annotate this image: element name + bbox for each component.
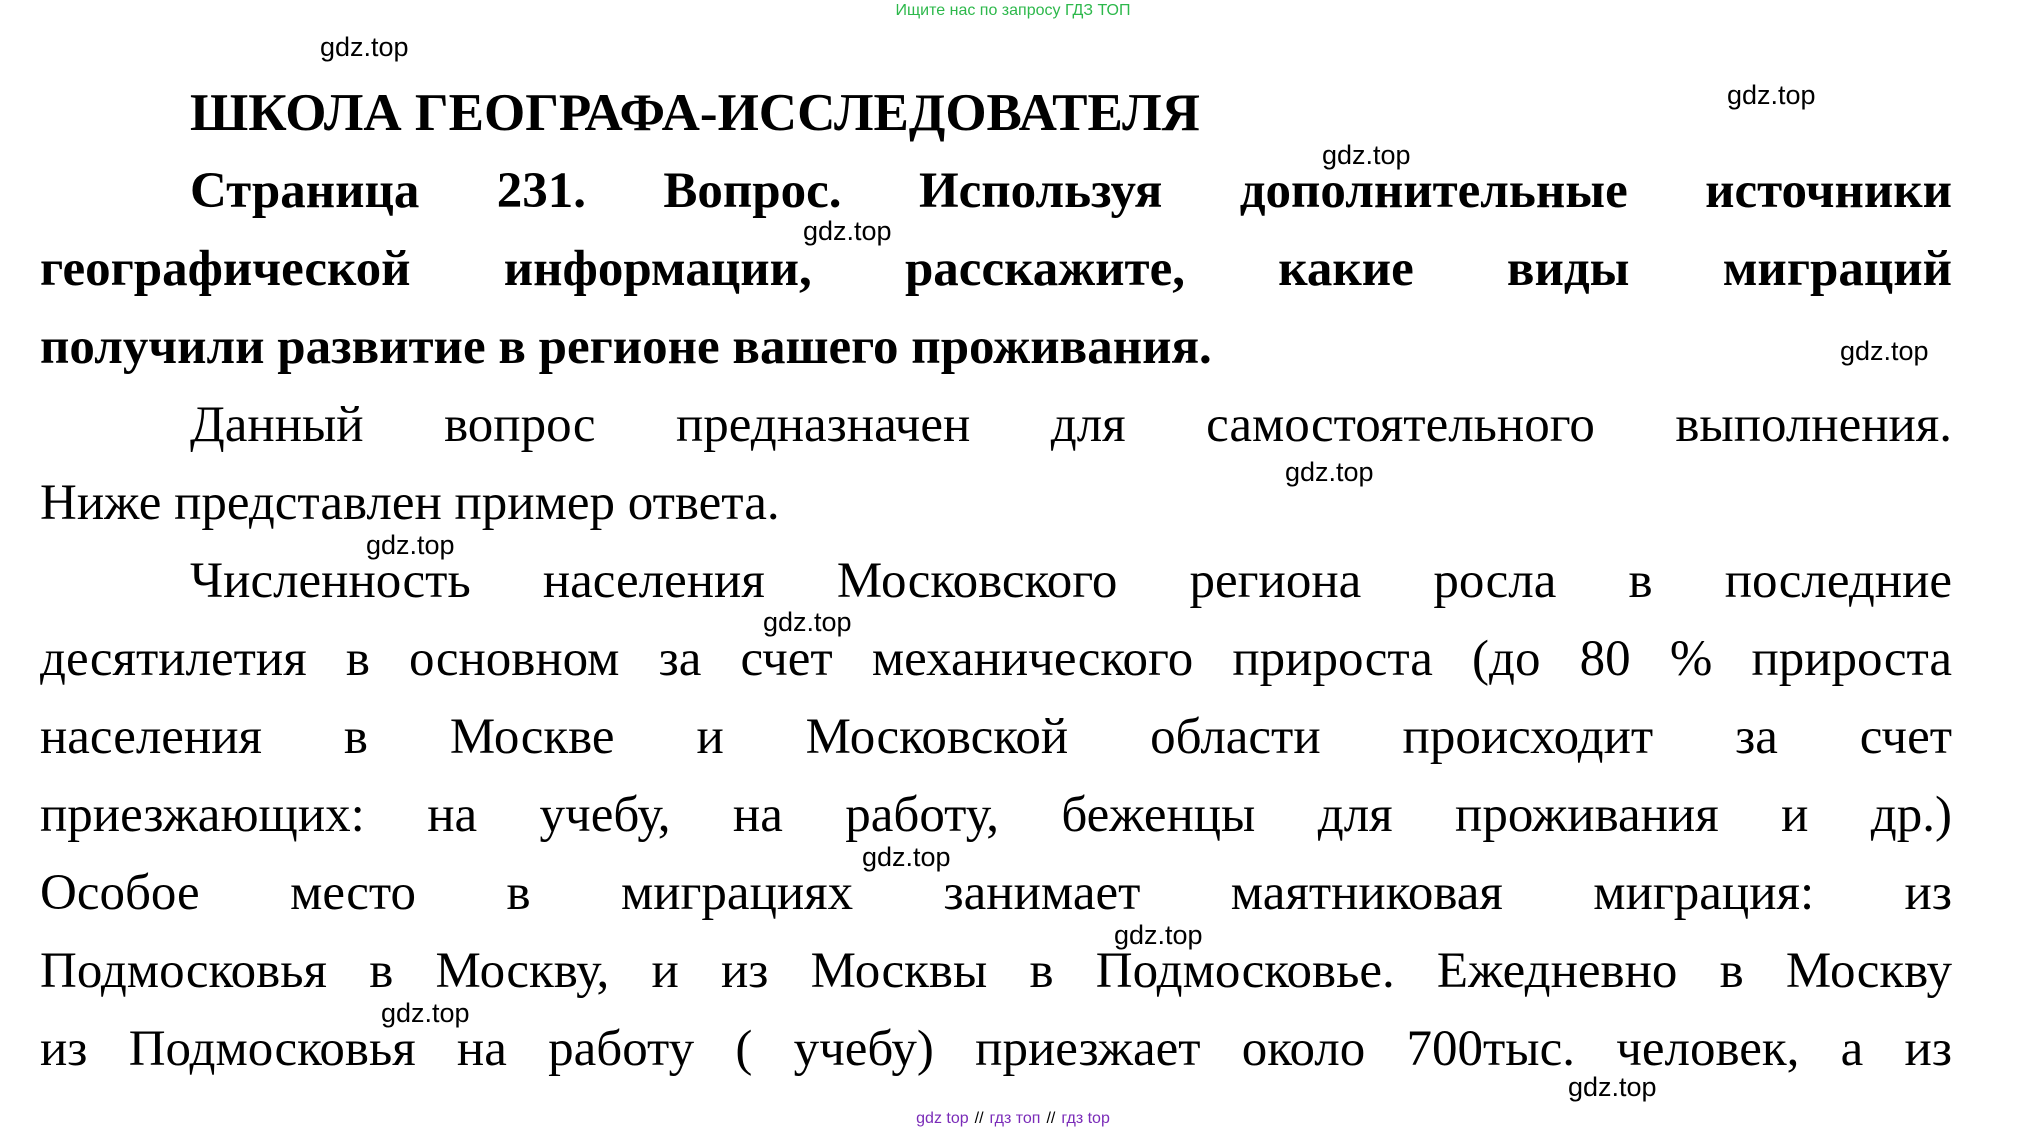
watermark: gdz.top (763, 607, 852, 637)
answer-line: населения в Москве и Московской области происходит за счет (40, 709, 1952, 765)
footer-link[interactable]: gdz top (916, 1110, 969, 1127)
intro-line: Данный вопрос предназначен для самостоятельного выполнения. (190, 397, 1952, 453)
watermark: gdz.top (366, 530, 455, 560)
watermark: gdz.top (1322, 140, 1411, 170)
question-line: получили развитие в регионе вашего проживания. (40, 319, 1212, 375)
watermark: gdz.top (862, 842, 951, 872)
watermark: gdz.top (1840, 336, 1929, 366)
question-line: Страница 231. Вопрос. Используя дополнительные источники (190, 163, 1952, 219)
question-line: географической информации, расскажите, какие виды миграций (40, 241, 1952, 297)
section-title: ШКОЛА ГЕОГРАФА-ИССЛЕДОВАТЕЛЯ (190, 84, 1200, 142)
watermark: gdz.top (1727, 80, 1816, 110)
answer-line: приезжающих: на учебу, на работу, беженцы для проживания и др.) (40, 787, 1952, 843)
footer-separator: // (974, 1110, 984, 1127)
intro-line: Ниже представлен пример ответа. (40, 475, 780, 531)
document-body (40, 74, 1952, 1088)
footer-separator: // (1046, 1110, 1056, 1127)
watermark: gdz.top (1285, 457, 1374, 487)
footer-link[interactable]: гдз топ (989, 1110, 1041, 1127)
answer-line: Численность населения Московского региона росла в последние (190, 553, 1952, 609)
answer-line: Подмосковья в Москву, и из Москвы в Подмосковье. Ежедневно в Москву (40, 943, 1952, 999)
watermark: gdz.top (1568, 1072, 1657, 1102)
watermark: gdz.top (320, 32, 409, 62)
answer-line: Особое место в миграциях занимает маятниковая миграция: из (40, 865, 1952, 921)
answer-line: из Подмосковья на работу ( учебу) приезжает около 700тыс. человек, а из (40, 1021, 1952, 1077)
watermark: gdz.top (381, 998, 470, 1028)
top-banner[interactable]: Ищите нас по запросу ГДЗ ТОП (895, 2, 1131, 19)
footer-links (0, 1110, 2026, 1128)
watermark: gdz.top (1114, 920, 1203, 950)
watermark: gdz.top (803, 216, 892, 246)
footer-link[interactable]: гдз top (1061, 1110, 1110, 1127)
answer-line: десятилетия в основном за счет механического прироста (до 80 % прироста (40, 631, 1952, 687)
